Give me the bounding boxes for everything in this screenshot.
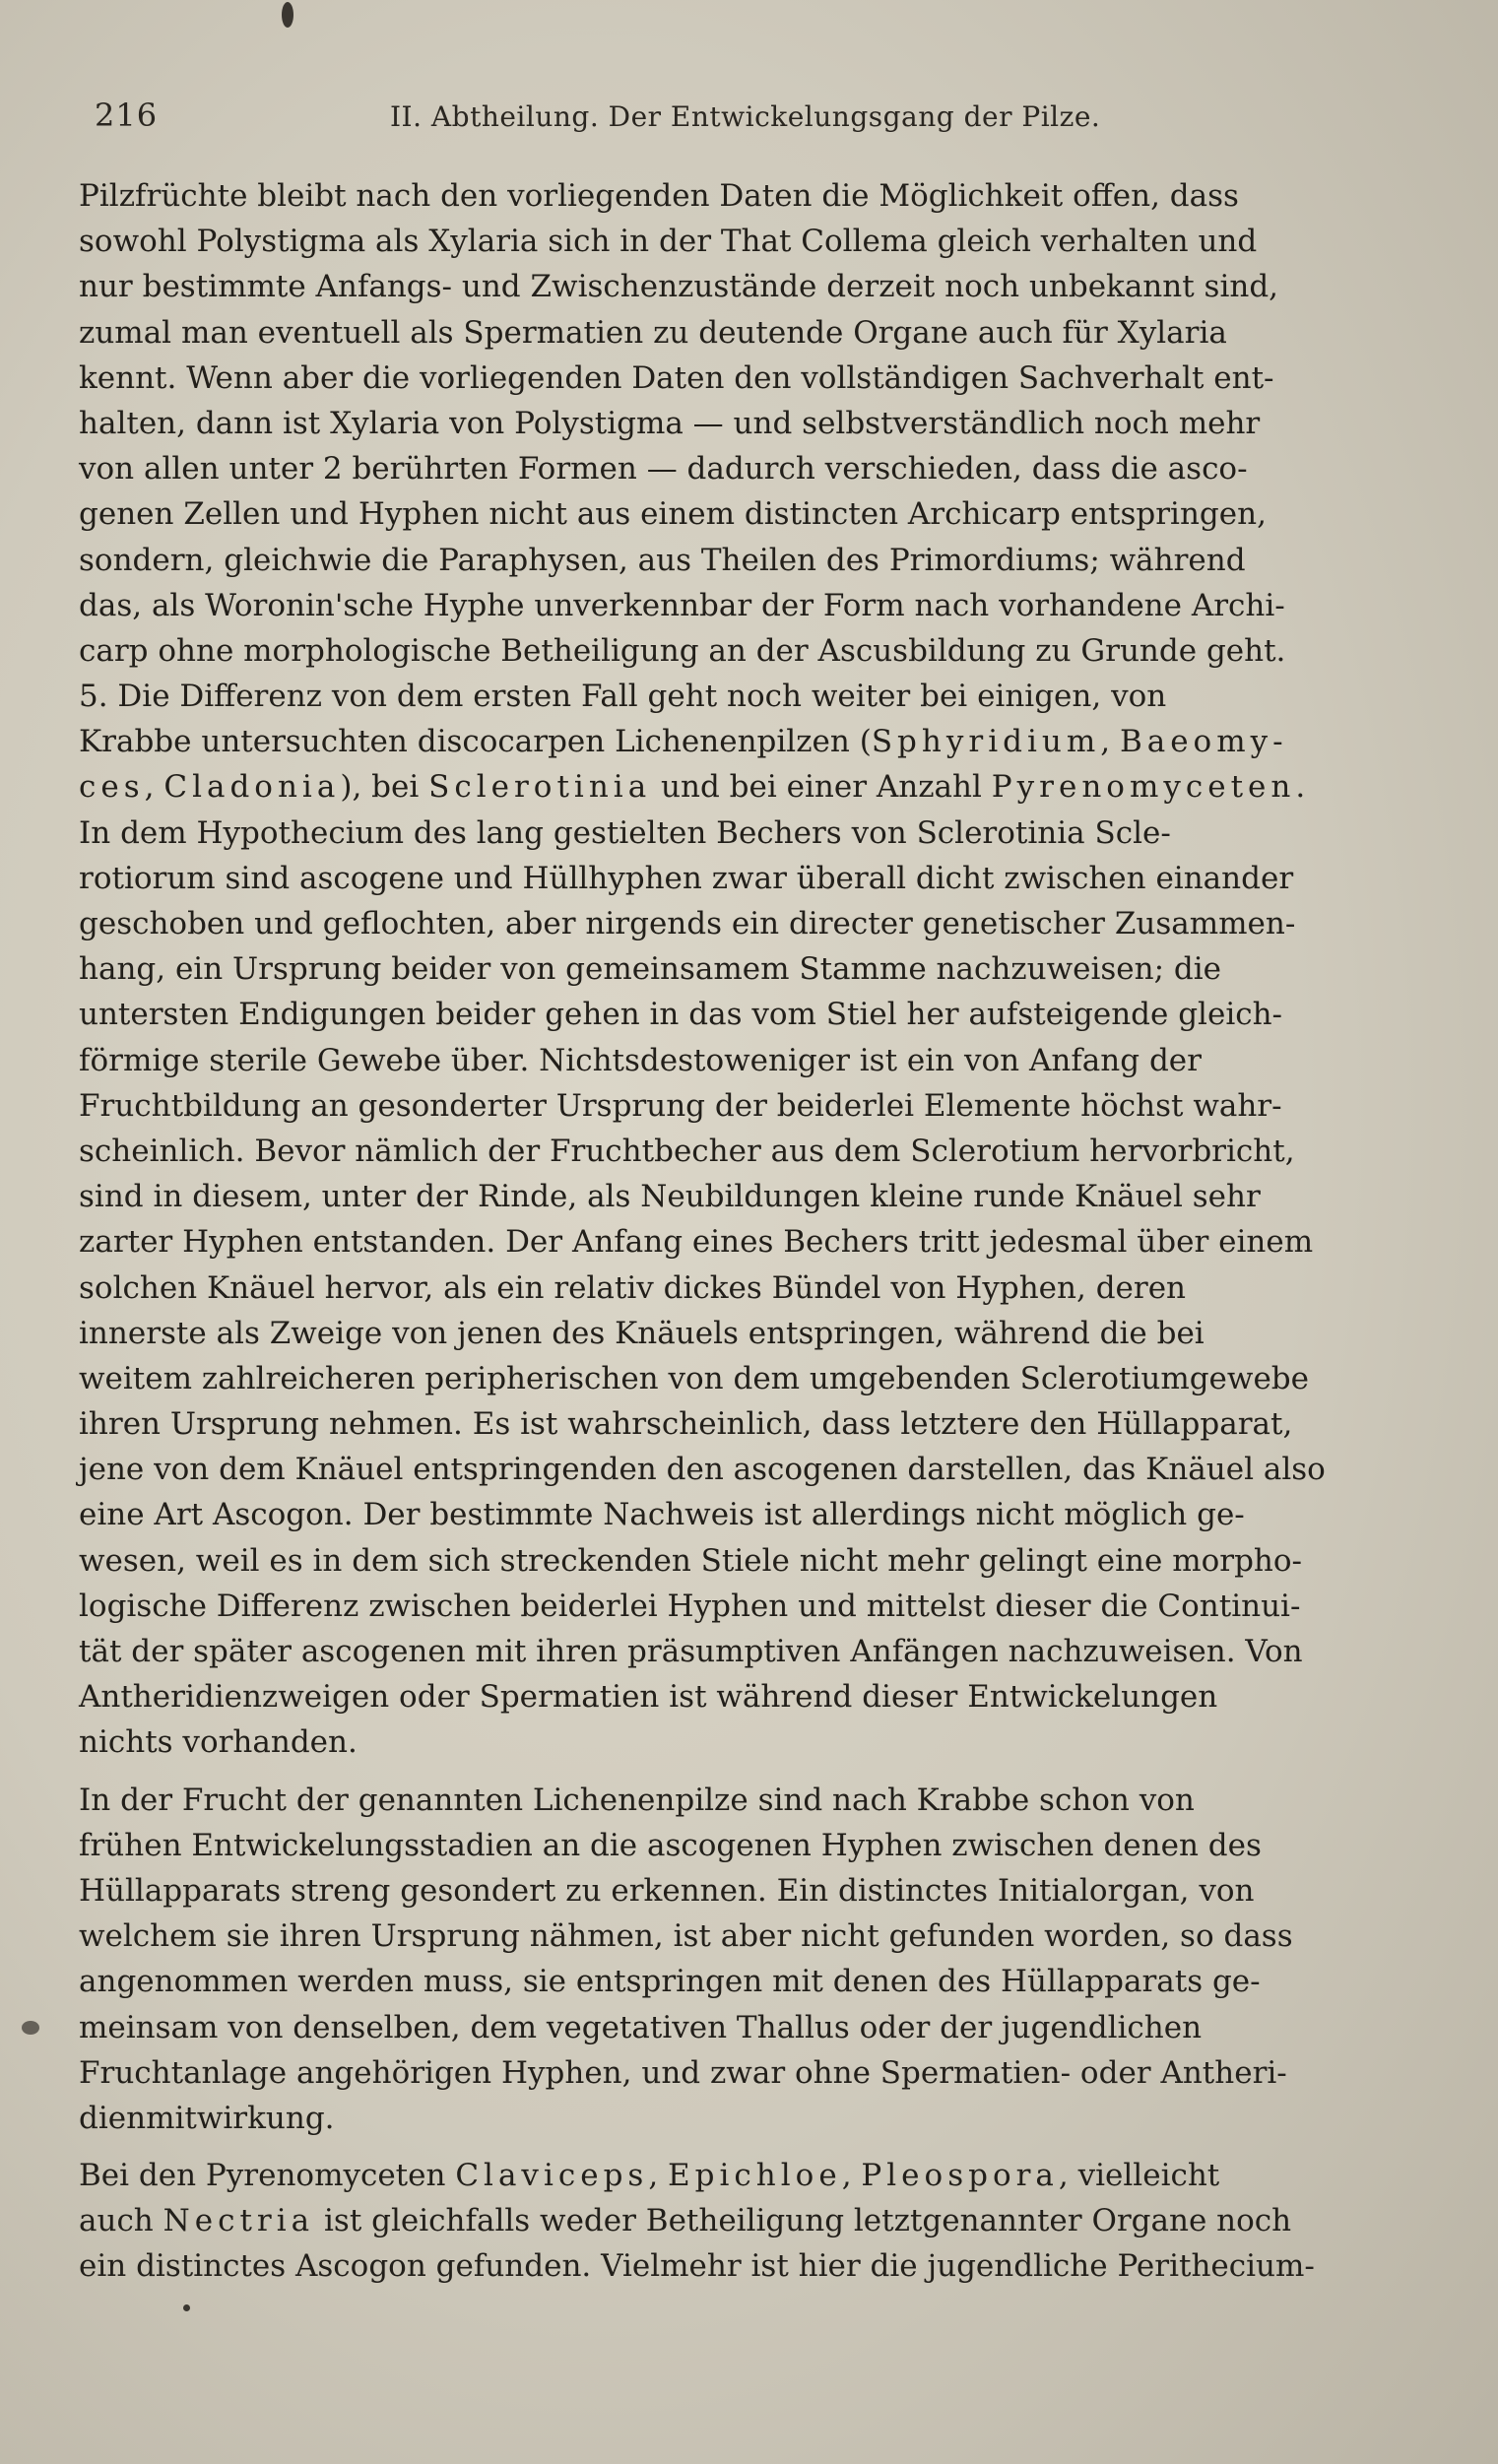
line-segment: zarter Hyphen entstanden. Der Anfang eines Bechers tritt jedesmal über einem [79, 1224, 1314, 1261]
line-segment: ein distinctes Ascogon gefunden. Vielmehr ist hier die jugendliche Perithecium- [79, 2248, 1315, 2285]
line-segment: sind in diesem, unter der Rinde, als Neubildungen kleine runde Knäuel sehr [79, 1179, 1261, 1215]
line-segment: wesen, weil es in dem sich streckenden Stiele nicht mehr gelingt eine morpho- [79, 1542, 1303, 1579]
spaced-term: Baeomy- [1119, 724, 1288, 760]
line-segment: carp ohne morphologische Betheiligung an der Ascusbildung zu Grunde geht. [79, 632, 1286, 669]
line-segment: angenommen werden muss, sie entspringen mit denen des Hüllapparats ge- [79, 1964, 1261, 2000]
ink-speck [183, 2304, 190, 2311]
text-line [79, 173, 1438, 219]
text-line [79, 1584, 1438, 1629]
line-segment: eine Art Ascogon. Der bestimmte Nachweis ist allerdings nicht möglich ge- [79, 1497, 1245, 1533]
line-segment: , vielleicht [1058, 2158, 1220, 2194]
text-line [79, 1219, 1438, 1264]
line-segment: logische Differenz zwischen beiderlei Hyphen und mittelst dieser die Continui- [79, 1588, 1301, 1624]
text-line [79, 628, 1438, 674]
line-segment: genen Zellen und Hyphen nicht aus einem distincten Archicarp entspringen, [79, 496, 1267, 533]
line-segment: , [841, 2158, 862, 2194]
text-line [79, 2243, 1438, 2289]
text-line [79, 1083, 1438, 1129]
page-number: 216 [95, 97, 159, 134]
line-segment: nichts vorhanden. [79, 1724, 358, 1761]
line-segment: ihren Ursprung nehmen. Es ist wahrscheinlich, dass letztere den Hüllapparat, [79, 1406, 1293, 1443]
line-segment: 5. Die Differenz von dem ersten Fall geht noch weiter bei einigen, von [79, 679, 1167, 715]
body-text [79, 173, 1438, 2290]
text-line [79, 491, 1438, 537]
text-line [79, 1356, 1438, 1401]
text-line [79, 538, 1438, 583]
text-line [79, 856, 1438, 901]
text-line [79, 946, 1438, 992]
line-segment: nur bestimmte Anfangs- und Zwischenzustände derzeit noch unbekannt sind, [79, 269, 1279, 305]
line-segment: In der Frucht der genannten Lichenenpilze sind nach Krabbe schon von [79, 1782, 1195, 1818]
text-line [79, 1538, 1438, 1584]
line-segment: scheinlich. Bevor nämlich der Fruchtbecher aus dem Sclerotium hervorbricht, [79, 1133, 1295, 1169]
spaced-term: Claviceps [455, 2158, 649, 2194]
line-segment: innerste als Zweige von jenen des Knäuels entspringen, während die bei [79, 1315, 1205, 1351]
text-line [79, 1913, 1438, 1959]
text-line [79, 1778, 1438, 1823]
text-line [79, 764, 1438, 810]
spaced-term: Sphyridium [871, 724, 1101, 760]
line-segment: das, als Woronin'sche Hyphe unverkennbar der Form nach vorhandene Archi- [79, 587, 1285, 623]
text-line [79, 2096, 1438, 2141]
text-line [79, 264, 1438, 309]
line-segment: , [1100, 724, 1120, 760]
line-segment: von allen unter 2 berührten Formen — dadurch verschieden, dass die asco- [79, 451, 1248, 487]
text-line [79, 1174, 1438, 1219]
text-line [79, 2005, 1438, 2050]
line-segment: sondern, gleichwie die Paraphysen, aus Theilen des Primordiums; während [79, 542, 1246, 578]
line-segment: Krabbe untersuchten discocarpen Lichenenpilzen ( [79, 724, 872, 760]
line-segment: ), bei [340, 769, 429, 806]
text-line [79, 1868, 1438, 1913]
spaced-term: Pyrenomyceten [991, 769, 1296, 806]
text-line [79, 219, 1438, 264]
text-line [79, 901, 1438, 946]
line-segment: Antheridienzweigen oder Spermatien ist während dieser Entwickelungen [79, 1679, 1218, 1716]
line-segment: . [1295, 769, 1306, 806]
line-segment: sowohl Polystigma als Xylaria sich in der That Collema gleich verhalten und [79, 224, 1258, 260]
text-line [79, 2198, 1438, 2243]
text-line [79, 356, 1438, 401]
line-segment: halten, dann ist Xylaria von Polystigma — und selbstverständlich noch mehr [79, 405, 1261, 441]
line-segment: In dem Hypothecium des lang gestielten Bechers von Sclerotinia Scle- [79, 814, 1171, 851]
line-segment: ist gleichfalls weder Betheiligung letztgenannter Organe noch [314, 2203, 1292, 2239]
line-segment: dienmitwirkung. [79, 2100, 335, 2136]
line-segment: rotiorum sind ascogene und Hüllhyphen zwar überall dicht zwischen einander [79, 860, 1294, 896]
line-segment: tät der später ascogenen mit ihren präsumptiven Anfängen nachzuweisen. Von [79, 1634, 1303, 1669]
text-line [79, 1719, 1438, 1765]
line-segment: Bei den Pyrenomyceten [79, 2158, 456, 2194]
line-segment: untersten Endigungen beider gehen in das vom Stiel her aufsteigende gleich- [79, 997, 1283, 1033]
text-line [79, 1311, 1438, 1356]
line-segment: frühen Entwickelungsstadien an die ascogenen Hyphen zwischen denen des [79, 1827, 1262, 1863]
line-segment: Pilzfrüchte bleibt nach den vorliegenden Daten die Möglichkeit offen, dass [79, 178, 1239, 214]
text-line [79, 583, 1438, 628]
text-line [79, 1674, 1438, 1719]
line-segment: förmige sterile Gewebe über. Nichtsdestoweniger ist ein von Anfang der [79, 1042, 1202, 1078]
ink-speck [282, 2, 293, 28]
line-segment: Fruchtbildung an gesonderter Ursprung der beiderlei Elemente höchst wahr- [79, 1087, 1282, 1124]
text-line [79, 992, 1438, 1037]
text-line [79, 1823, 1438, 1868]
spaced-term: Pleospora [861, 2158, 1059, 2194]
line-segment: kennt. Wenn aber die vorliegenden Daten den vollständigen Sachverhalt ent- [79, 359, 1274, 396]
line-segment: solchen Knäuel hervor, als ein relativ dickes Bündel von Hyphen, deren [79, 1269, 1187, 1306]
line-segment: Hüllapparats streng gesondert zu erkennen. Ein distinctes Initialorgan, von [79, 1872, 1255, 1909]
line-segment: , [648, 2158, 669, 2194]
spaced-term: Cladonia [163, 769, 341, 806]
line-segment: hang, ein Ursprung beider von gemeinsamem Stamme nachzuweisen; die [79, 951, 1222, 988]
running-title: II. Abtheilung. Der Entwickelungsgang der Pilze. [390, 100, 1101, 133]
text-line [79, 1129, 1438, 1174]
text-line [79, 1492, 1438, 1537]
spaced-term: Sclerotinia [428, 769, 652, 806]
text-line [79, 2050, 1438, 2096]
ink-speck [22, 2021, 39, 2035]
text-line [79, 1401, 1438, 1447]
line-segment: jene von dem Knäuel entspringenden den ascogenen darstellen, das Knäuel also [79, 1452, 1326, 1488]
line-segment: weitem zahlreicheren peripherischen von dem umgebenden Sclerotiumgewebe [79, 1360, 1309, 1396]
line-segment: auch [79, 2203, 163, 2239]
line-segment: und bei einer Anzahl [651, 769, 992, 806]
text-line [79, 674, 1438, 719]
text-line [79, 1447, 1438, 1492]
spaced-term: ces [79, 769, 145, 806]
line-segment: meinsam von denselben, dem vegetativen Thallus oder der jugendlichen [79, 2009, 1203, 2045]
text-line [79, 811, 1438, 856]
text-line [79, 719, 1438, 764]
line-segment: welchem sie ihren Ursprung nähmen, ist aber nicht gefunden worden, so dass [79, 1918, 1293, 1955]
spaced-term: Epichloe [668, 2158, 842, 2194]
line-segment: , [144, 769, 164, 806]
line-segment: zumal man eventuell als Spermatien zu deutende Organe auch für Xylaria [79, 314, 1227, 351]
line-segment: Fruchtanlage angehörigen Hyphen, und zwar ohne Spermatien- oder Antheri- [79, 2054, 1287, 2091]
spaced-term: Nectria [163, 2203, 315, 2239]
text-line [79, 1265, 1438, 1311]
text-line [79, 446, 1438, 491]
text-line [79, 310, 1438, 356]
text-line [79, 2153, 1438, 2198]
page-header [95, 97, 1414, 136]
text-line [79, 401, 1438, 446]
text-line [79, 1038, 1438, 1083]
line-segment: geschoben und geflochten, aber nirgends ein directer genetischer Zusammen- [79, 906, 1296, 941]
text-line [79, 1959, 1438, 2004]
text-line [79, 1629, 1438, 1674]
